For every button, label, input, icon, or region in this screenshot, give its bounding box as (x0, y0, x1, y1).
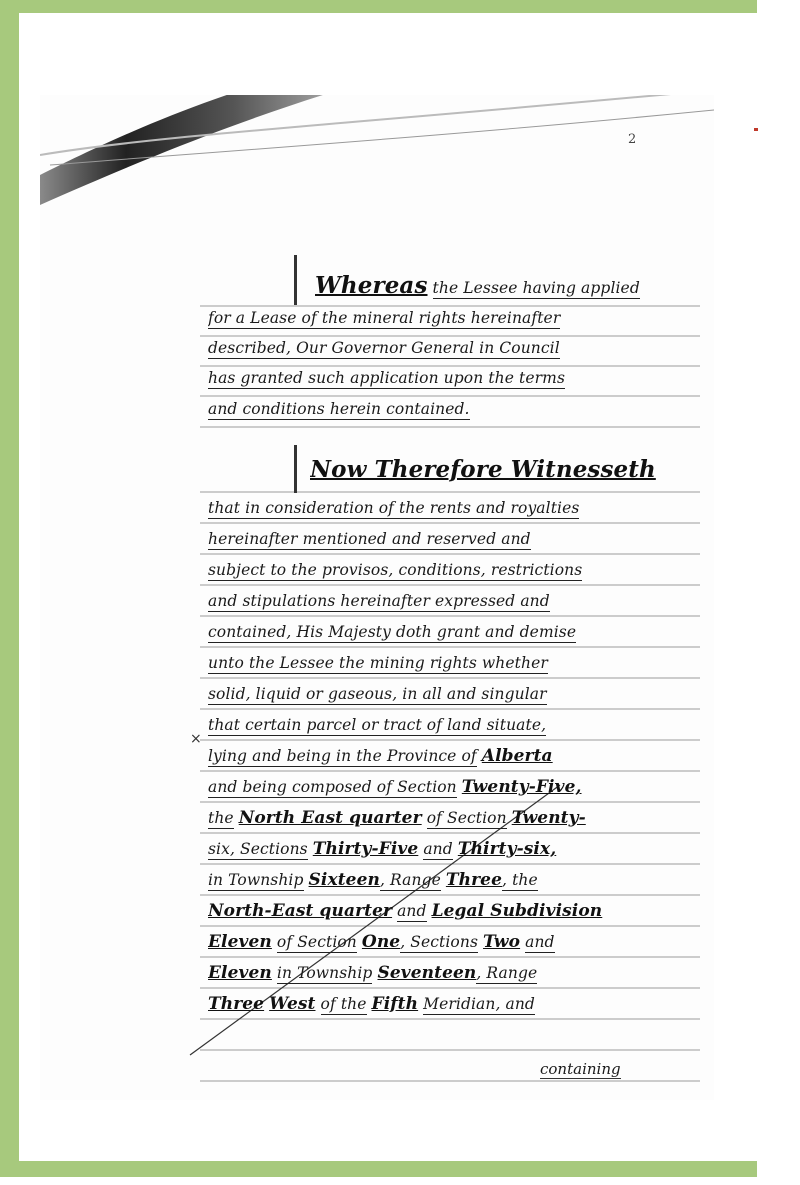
p2-line-16 (208, 962, 698, 984)
p2-line-15-c: and (525, 933, 554, 953)
p1-line-4-text: has granted such application upon the terms (208, 369, 565, 389)
p1-line-1 (315, 275, 705, 299)
p2-line-7 (208, 683, 698, 705)
p1-line-5 (208, 398, 698, 420)
fill-section-1: Twenty-Five, (461, 777, 582, 797)
p1-heading: Whereas (315, 275, 428, 299)
p2-line-12-b: and (423, 840, 452, 860)
p2-line-10-text: and being composed of Section (208, 778, 457, 798)
heading-bar-1 (294, 255, 297, 305)
scanned-document (40, 95, 714, 1100)
p1-line-2-text: for a Lease of the mineral rights hereinafter (208, 309, 560, 329)
fill-range-2: Three (208, 994, 265, 1014)
p2-line-5-text: contained, His Majesty doth grant and demise (208, 623, 576, 643)
p1-line-3 (208, 337, 698, 359)
p1-line-1-text: the Lessee having applied (433, 279, 640, 299)
p2-line-17 (208, 993, 698, 1015)
p2-line-9-text: lying and being in the Province of (208, 747, 477, 767)
p2-line-4-text: and stipulations hereinafter expressed and (208, 592, 550, 612)
fill-section-2: Twenty- (511, 808, 586, 828)
red-tick-mark (754, 128, 758, 131)
p2-line-3-text: subject to the provisos, conditions, restrictions (208, 561, 582, 581)
page-number: 2 (628, 132, 637, 147)
p1-line-3-text: described, Our Governor General in Council (208, 339, 560, 359)
fill-township-2: Seventeen (377, 963, 477, 983)
p2-line-13-c: , the (502, 871, 538, 891)
p2-line-15-a: of Section (277, 933, 357, 953)
fill-section-3: One (361, 932, 401, 952)
p2-line-14 (208, 900, 698, 922)
closing-word: containing (540, 1060, 621, 1078)
p2-line-13-a: in Township (208, 871, 304, 891)
fill-meridian: Fifth (371, 994, 419, 1014)
p2-line-6-text: unto the Lessee the mining rights whether (208, 654, 548, 674)
p2-line-5 (208, 621, 698, 643)
fill-lsd-num: Eleven (208, 932, 272, 952)
fill-section-4: Two (483, 932, 521, 952)
p2-line-8-text: that certain parcel or tract of land situate, (208, 716, 546, 736)
fill-quarter-2: North-East quarter (208, 901, 393, 921)
fill-province: Alberta (481, 746, 553, 766)
p2-line-17-b: Meridian, and (423, 995, 535, 1015)
p2-line-4 (208, 590, 698, 612)
heading-bar-2 (294, 445, 297, 493)
fill-township-1: Sixteen (308, 870, 380, 890)
p2-line-15-b: , Sections (400, 933, 478, 953)
p1-line-2 (208, 307, 698, 329)
p2-line-17-a: of the (321, 995, 367, 1015)
p2-line-10 (208, 776, 698, 798)
p2-line-11 (208, 807, 698, 829)
p2-line-3 (208, 559, 698, 581)
fill-sections-b: Thirty-six, (457, 839, 557, 859)
p2-line-6 (208, 652, 698, 674)
p2-line-2-text: hereinafter mentioned and reserved and (208, 530, 531, 550)
fill-west: West (269, 994, 316, 1014)
fill-sections-a: Thirty-Five (312, 839, 419, 859)
p2-line-16-b: , Range (476, 964, 537, 984)
p1-line-5-text: and conditions herein contained. (208, 400, 470, 420)
p2-line-9 (208, 745, 698, 767)
p2-line-14-a: and (397, 902, 426, 922)
p2-line-12 (208, 838, 698, 860)
p2-line-13 (208, 869, 698, 891)
p2-line-15 (208, 931, 698, 953)
p2-heading-line (310, 459, 710, 483)
fill-range-1: Three (445, 870, 503, 890)
p2-line-12-a: six, Sections (208, 840, 308, 860)
fill-quarter-1: North East quarter (238, 808, 422, 828)
p2-line-16-a: in Township (277, 964, 373, 984)
p1-line-4 (208, 367, 698, 389)
p2-heading: Now Therefore Witnesseth (310, 459, 656, 483)
p2-line-7-text: solid, liquid or gaseous, in all and singular (208, 685, 547, 705)
p2-line-11-b: of Section (427, 809, 507, 829)
p2-line-13-b: , Range (380, 871, 441, 891)
p2-line-1-text: that in consideration of the rents and royalties (208, 499, 579, 519)
p2-line-11-a: the (208, 809, 234, 829)
margin-x-mark: × (190, 731, 202, 747)
fill-lsd: Legal Subdivision (431, 901, 603, 921)
fill-section-5: Eleven (208, 963, 272, 983)
p2-line-8 (208, 714, 698, 736)
p2-line-2 (208, 528, 698, 550)
p2-line-1 (208, 497, 698, 519)
